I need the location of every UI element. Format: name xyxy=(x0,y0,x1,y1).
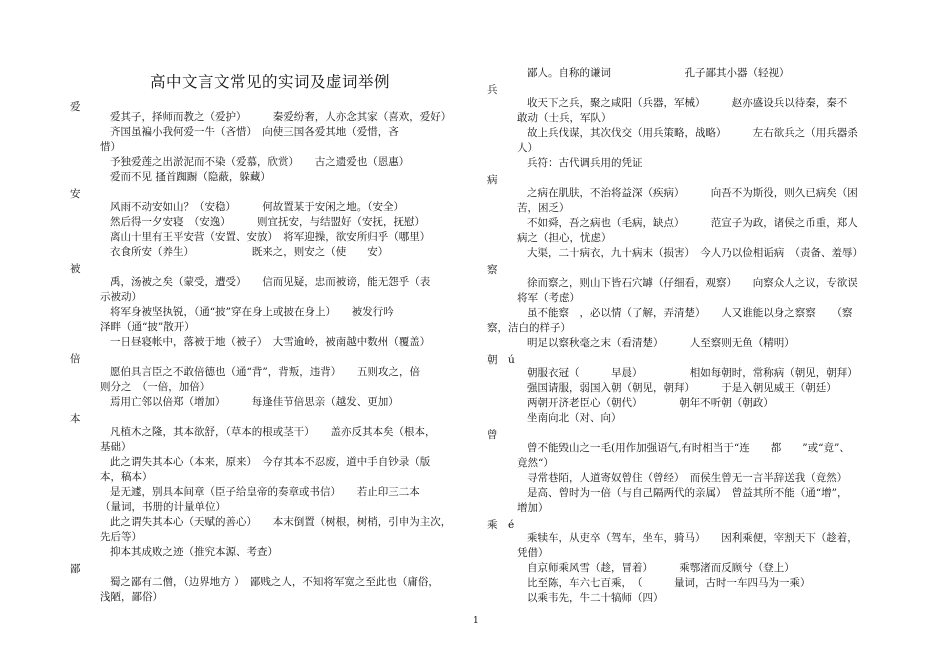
entry-line: 比至陈，车六七百乘， （ 量词，古时一车四马为一乘） xyxy=(527,577,811,589)
entry-head-bei: 被 xyxy=(70,263,81,275)
entry-line: 愿伯具言臣之不敢倍德也（通“背”，背叛，违背） 五则攻之，倍 xyxy=(110,366,420,378)
entry-head-ceng: 曾 xyxy=(487,429,498,441)
entry-head-bing: 兵 xyxy=(487,84,498,96)
entry-line: 强国请服，弱国入朝（朝见，朝拜） 于是入朝见威王（朝廷） xyxy=(527,382,837,394)
entry-head-bi: 鄙 xyxy=(70,563,81,575)
entry-line: 将军身被坚执锐，（通“披”穿在身上或披在身上） 被发行吟 xyxy=(110,306,394,318)
entry-line: 泽畔（通“披”散开） xyxy=(100,321,195,333)
entry-line: 此之谓失其本心（本来，原来） 今存其本不忍废，道中手自钞录（版 xyxy=(110,456,431,468)
entry-line: 不如舜，吾之病也（毛病，缺点） 范宣子为政，诸侯之币重，郑人 xyxy=(527,217,858,229)
entry-head-cheng: 乘 é xyxy=(487,519,515,531)
entry-line: 自京师乘风雪（趁，冒着） 乘鄂渚而反顾兮（登上） xyxy=(527,562,795,574)
entry-line: 一日昼寝帐中，落被于地（被子） 大雪逾岭，被南越中数州（覆盖） xyxy=(110,336,431,348)
entry-head-an: 安 xyxy=(70,188,81,200)
entry-line: 病之（担心，忧虑） xyxy=(517,232,612,244)
entry-head-chao: 朝 ú xyxy=(487,354,515,366)
entry-line: 朝服衣冠（ 早晨） 相如每朝时，常称病（朝见，朝拜） xyxy=(527,367,858,379)
entry-line: 人） xyxy=(517,142,538,154)
entry-line: 坐南向北（对、向） xyxy=(527,412,622,424)
entry-line: 故上兵伐谋，其次伐交（用兵策略，战略） 左右欲兵之（用兵器杀 xyxy=(527,127,858,139)
entry-line: 明足以察秋毫之末（看清楚） 人至察则无鱼（精明） xyxy=(527,337,795,349)
entry-line: 抑本其成败之迹（推究本源、考查） xyxy=(110,546,278,558)
document-title: 高中文言文常见的实词及虚词举例 xyxy=(150,73,391,91)
entry-line: 是高、曾时为一倍（与自己隔两代的亲属） 曾益其所不能（通“增”， xyxy=(527,487,848,499)
entry-line: 大渠，二十病衣，九十病末（损害） 今人乃以俭相诟病 （责备、羞辱） xyxy=(527,247,863,259)
entry-line: 示被动） xyxy=(100,291,142,303)
entry-line: 寻常巷陌，人道寄奴曾住（曾经） 而侯生曾无一言半辞送我（竟然） xyxy=(527,472,848,484)
entry-line: 则分之 （一倍，加倍） xyxy=(100,381,211,393)
entry-line: 基础） xyxy=(100,441,132,453)
entry-line: 苦，困乏） xyxy=(517,202,570,214)
entry-line: 焉用亡邻以倍郑（增加） 每逢佳节倍思亲（越发、更加） xyxy=(110,396,399,408)
entry-line: （量词，书册的计量单位） xyxy=(100,501,226,513)
entry-line: 徐而察之，则山下皆石穴罅（仔细看，观察） 向察众人之议，专欲误 xyxy=(527,277,858,289)
entry-line: 齐国虽褊小我何爱一牛（吝惜） 向使三国各爱其地（爱惜，吝 xyxy=(110,126,399,138)
entry-line: 敢动（士兵，军队） xyxy=(517,112,612,124)
entry-line: 离山十里有王平安营（安置、安放） 将军迎操，欲安所归乎（哪里） xyxy=(110,231,431,243)
entry-line: 予独爱莲之出淤泥而不染（爱慕，欣赏） 古之遗爱也（恩惠） xyxy=(110,156,410,168)
entry-line: 惜） xyxy=(100,141,121,153)
entry-line: 竟然“） xyxy=(517,457,554,469)
entry-line: 凭借） xyxy=(517,547,549,559)
entry-line: 收天下之兵，聚之咸阳（兵器，军械） 赵亦盛设兵以待秦，秦不 xyxy=(527,97,848,109)
entry-line: 以乘韦先，牛二十犒师（四） xyxy=(527,592,664,604)
entry-line: 察，洁白的样子） xyxy=(487,322,571,334)
entry-head-cha: 察 xyxy=(487,264,498,276)
entry-line: 是无遽，别具本间章（臣子给皇帝的奏章或书信） 若止印三二本 xyxy=(110,486,420,498)
entry-line: 衣食所安（养生） 既来之，则安之（使 安） xyxy=(110,246,389,258)
entry-head-ben: 本 xyxy=(70,413,81,425)
entry-line: 乘犊车，从吏卒（驾车，坐车，骑马） 因利乘便，宰割天下（趁着， xyxy=(527,532,858,544)
entry-head-bing2: 病 xyxy=(487,174,498,186)
entry-line: 将军（考虑） xyxy=(517,292,580,304)
entry-line: 曾不能毁山之一毛(用作加强语气,有时相当于“连 都 ”或“竟”、 xyxy=(527,442,850,454)
entry-line: 蜀之鄙有二僧，（边界地方 ） 鄙贱之人，不知将军宽之至此也（庸俗， xyxy=(110,576,439,588)
entry-line: 增加） xyxy=(517,502,549,514)
entry-line: 鄙人。自称的谦词 孔子鄙其小器（轻视） xyxy=(527,67,790,79)
entry-line: 本，稿本） xyxy=(100,471,153,483)
entry-line: 两朝开济老臣心（朝代） 朝年不听朝（朝政） xyxy=(527,397,774,409)
entry-line: 虽不能察 ，必以情（了解，弄清楚） 人又谁能以身之察察 （察 xyxy=(527,307,853,319)
entry-line: 然后得一夕安寝 （安逸） 则宜抚安，与结盟好（安抚，抚慰） xyxy=(110,216,425,228)
entry-line: 凡植木之隆，其本欲舒，（草本的根或茎干） 盖亦反其本矣（根本， xyxy=(110,426,436,438)
entry-line: 之病在肌肤，不治将益深（疾病） 向吾不为斯役，则久已病矣（困 xyxy=(527,187,858,199)
entry-line: 此之谓失其本心（天赋的善心） 本末倒置（树根，树梢，引申为主次， xyxy=(110,516,452,528)
entry-line: 先后等） xyxy=(100,531,142,543)
entry-line: 风雨不动安如山？（安稳） 何故置某于安闲之地。（安全） xyxy=(110,201,404,213)
page-number: 1 xyxy=(473,616,479,626)
entry-line: 兵符：古代调兵用的凭证 xyxy=(527,157,643,169)
entry-line: 爱而不见 搔首踟蹰（隐蔽，躲藏） xyxy=(110,171,271,183)
entry-line: 禹，汤被之矣（蒙受，遭受） 信而见疑，忠而被谤，能无怨乎（表 xyxy=(110,276,431,288)
entry-line: 浅陋，鄙俗） xyxy=(100,591,163,603)
entry-line: 爱其子，择师而教之（爱护） 秦爱纷奢，人亦念其家（喜欢，爱好） xyxy=(110,111,452,123)
entry-head-ai: 爱 xyxy=(70,101,81,113)
entry-head-bei2: 倍 xyxy=(70,353,81,365)
